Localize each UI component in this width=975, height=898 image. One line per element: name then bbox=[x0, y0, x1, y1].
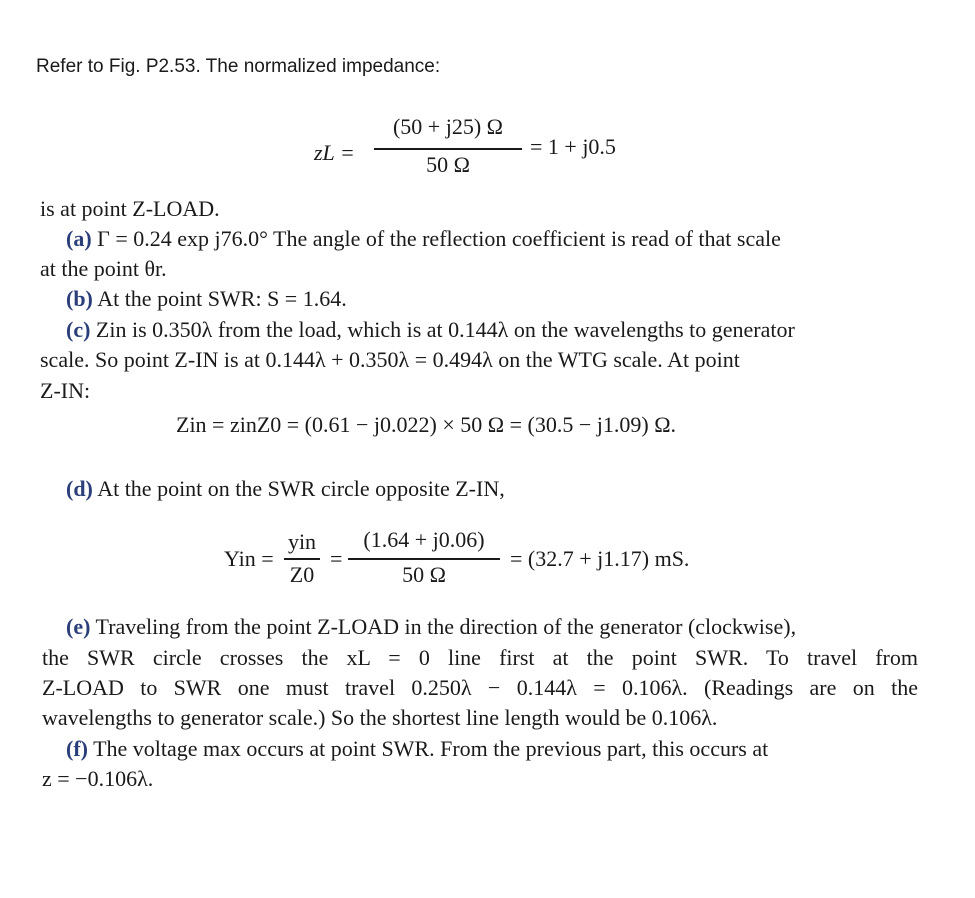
eq2-frac2-bar bbox=[348, 558, 500, 560]
part-e-text2: the SWR circle crosses the xL = 0 line first at the point SWR. To travel from bbox=[42, 645, 918, 670]
eq2-frac1-num: yin bbox=[287, 529, 317, 554]
eq1-denominator: 50 Ω bbox=[426, 152, 470, 177]
part-e-label: (e) bbox=[66, 614, 91, 639]
part-c-text3: Z-IN: bbox=[40, 378, 91, 403]
eq2-equals: = bbox=[330, 546, 343, 571]
part-d-text: At the point on the SWR circle opposite Z-IN, bbox=[97, 476, 505, 501]
part-f-label: (f) bbox=[66, 736, 88, 761]
eq2-frac2-den: 50 Ω bbox=[402, 562, 446, 587]
part-c-label: (c) bbox=[66, 317, 91, 342]
part-d-line bbox=[66, 476, 505, 502]
part-a-label: (a) bbox=[66, 226, 92, 251]
part-e-text1: Traveling from the point Z-LOAD in the direction of the generator (clockwise), bbox=[95, 614, 797, 639]
part-c-text1: Zin is 0.350λ from the load, which is at 0.144λ on the wavelengths to generator bbox=[95, 317, 795, 342]
part-d-label: (d) bbox=[66, 476, 93, 501]
intro-text: Refer to Fig. P2.53. The normalized impedance: bbox=[36, 56, 441, 77]
eq2-rhs: = (32.7 + j1.17) mS. bbox=[510, 546, 690, 571]
part-f-text1: The voltage max occurs at point SWR. From the previous part, this occurs at bbox=[93, 736, 769, 761]
part-a-text1: Γ = 0.24 exp j76.0° The angle of the reflection coefficient is read of that scale bbox=[97, 226, 781, 251]
part-c-text2: scale. So point Z-IN is at 0.144λ + 0.350λ = 0.494λ on the WTG scale. At point bbox=[40, 347, 740, 372]
eq2-frac1-bar bbox=[284, 558, 320, 560]
part-e-text4: wavelengths to generator scale.) So the shortest line length would be 0.106λ. bbox=[42, 705, 718, 730]
eq1-lhs: zL = bbox=[314, 140, 355, 165]
part-c-equation: Zin = zinZ0 = (0.61 − j0.022) × 50 Ω = (30.5 − j1.09) Ω. bbox=[176, 412, 677, 437]
zload-line: is at point Z-LOAD. bbox=[40, 196, 220, 221]
eq2-frac1-den: Z0 bbox=[289, 562, 315, 587]
eq2-frac2-num: (1.64 + j0.06) bbox=[363, 527, 485, 552]
part-f-text2: z = −0.106λ. bbox=[42, 766, 154, 791]
part-b-text: At the point SWR: S = 1.64. bbox=[97, 286, 347, 311]
part-a-line1 bbox=[66, 226, 781, 252]
eq1-rhs: = 1 + j0.5 bbox=[530, 134, 616, 159]
eq1-fraction-bar bbox=[374, 148, 522, 150]
eq1-numerator: (50 + j25) Ω bbox=[392, 114, 504, 139]
part-b-label: (b) bbox=[66, 286, 93, 311]
part-a-text2: at the point θr. bbox=[40, 256, 167, 281]
part-b-line bbox=[66, 286, 347, 312]
part-f-line1 bbox=[66, 736, 768, 762]
part-c-line1 bbox=[66, 317, 795, 343]
eq2-lhs: Yin = bbox=[224, 546, 274, 571]
part-e-text3: Z-LOAD to SWR one must travel 0.250λ − 0.144λ = 0.106λ. (Readings are on the bbox=[42, 675, 918, 700]
part-e-line1 bbox=[66, 614, 796, 640]
